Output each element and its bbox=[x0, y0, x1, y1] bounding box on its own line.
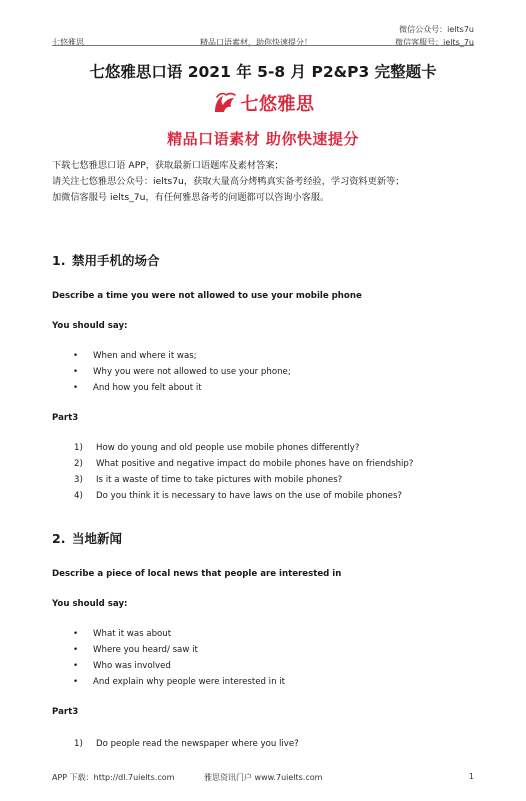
question-number: 1) bbox=[74, 739, 83, 749]
page-number: 1 bbox=[468, 772, 474, 781]
bullet-item bbox=[73, 629, 171, 639]
cue-card-prompt: Describe a piece of local news that people are interested in bbox=[52, 569, 342, 579]
should-say-label: You should say: bbox=[52, 599, 128, 609]
footer-portal-link[interactable]: 雅思资讯门户 www.7uielts.com bbox=[204, 773, 323, 782]
bullet-item bbox=[73, 383, 202, 393]
section-title: 当地新闻 bbox=[72, 531, 123, 546]
bullet-item bbox=[73, 677, 285, 687]
bullet-text: Where you heard/ saw it bbox=[93, 645, 198, 655]
should-say-label: You should say: bbox=[52, 321, 128, 331]
logo-wordmark: 七悠雅思 bbox=[240, 94, 315, 115]
bullet-dot: • bbox=[73, 629, 79, 639]
bullet-dot: • bbox=[73, 677, 79, 687]
brand-logo bbox=[0, 90, 526, 116]
intro-line-wechat: 请关注七悠雅思公众号：ielts7u，获取大量高分烤鸭真实备考经验，学习资料更新等； bbox=[52, 176, 405, 187]
question-text: How do young and old people use mobile phones differently? bbox=[96, 443, 360, 453]
question-text: Is it a waste of time to take pictures with mobile phones? bbox=[96, 475, 343, 485]
intro-line-app: 下载七悠雅思口语 APP，获取最新口语题库及素材答案； bbox=[52, 160, 284, 171]
bullet-dot: • bbox=[73, 383, 79, 393]
part3-question bbox=[74, 491, 402, 501]
section-heading bbox=[52, 529, 122, 547]
bullet-text: And explain why people were interested in it bbox=[93, 677, 286, 687]
header-tagline: 精品口语素材，助你快速提分！ bbox=[200, 38, 312, 47]
part3-question bbox=[74, 739, 299, 749]
header-wechat-account: 微信公众号：ielts7u bbox=[399, 25, 474, 34]
bullet-text: And how you felt about it bbox=[93, 383, 202, 393]
slogan: 精品口语素材 助你快速提分 bbox=[167, 130, 359, 148]
question-number: 2) bbox=[74, 459, 83, 469]
question-text: Do you think it is necessary to have laws on the use of mobile phones? bbox=[96, 491, 402, 501]
cue-card-prompt: Describe a time you were not allowed to use your mobile phone bbox=[52, 291, 362, 301]
bullet-text: When and where it was; bbox=[93, 351, 197, 361]
part3-question bbox=[74, 459, 413, 469]
question-text: Do people read the newspaper where you live? bbox=[96, 739, 299, 749]
question-text: What positive and negative impact do mobile phones have on friendship? bbox=[96, 459, 414, 469]
part3-label: Part3 bbox=[52, 413, 79, 423]
bullet-item bbox=[73, 351, 197, 361]
bullet-item bbox=[73, 367, 291, 377]
bullet-item bbox=[73, 661, 171, 671]
header-wechat-service: 微信客服号：ielts_7u bbox=[395, 38, 474, 47]
document-title: 七悠雅思口语 2021 年 5-8 月 P2&P3 完整题卡 bbox=[89, 63, 437, 81]
bullet-text: What it was about bbox=[93, 629, 172, 639]
rabbit-logo-icon bbox=[212, 92, 238, 114]
part3-label: Part3 bbox=[52, 707, 79, 717]
bullet-text: Why you were not allowed to use your phone; bbox=[93, 367, 291, 377]
question-number: 3) bbox=[74, 475, 83, 485]
section-title: 禁用手机的场合 bbox=[72, 253, 160, 268]
header-brand: 七悠雅思 bbox=[52, 38, 84, 47]
bullet-dot: • bbox=[73, 645, 79, 655]
question-number: 1) bbox=[74, 443, 83, 453]
bullet-text: Who was involved bbox=[93, 661, 171, 671]
header-divider bbox=[52, 45, 474, 46]
footer-download-link[interactable]: APP 下载：http://dl.7uielts.com bbox=[52, 773, 175, 782]
section-number: 2. bbox=[52, 531, 66, 546]
section-heading bbox=[52, 251, 160, 269]
bullet-dot: • bbox=[73, 367, 79, 377]
bullet-item bbox=[73, 645, 198, 655]
section-number: 1. bbox=[52, 253, 66, 268]
bullet-dot: • bbox=[73, 351, 79, 361]
part3-question bbox=[74, 443, 359, 453]
part3-question bbox=[74, 475, 342, 485]
intro-line-service: 加微信客服号 ielts_7u，有任何雅思备考的问题都可以咨询小客服。 bbox=[52, 192, 330, 203]
question-number: 4) bbox=[74, 491, 83, 501]
bullet-dot: • bbox=[73, 661, 79, 671]
